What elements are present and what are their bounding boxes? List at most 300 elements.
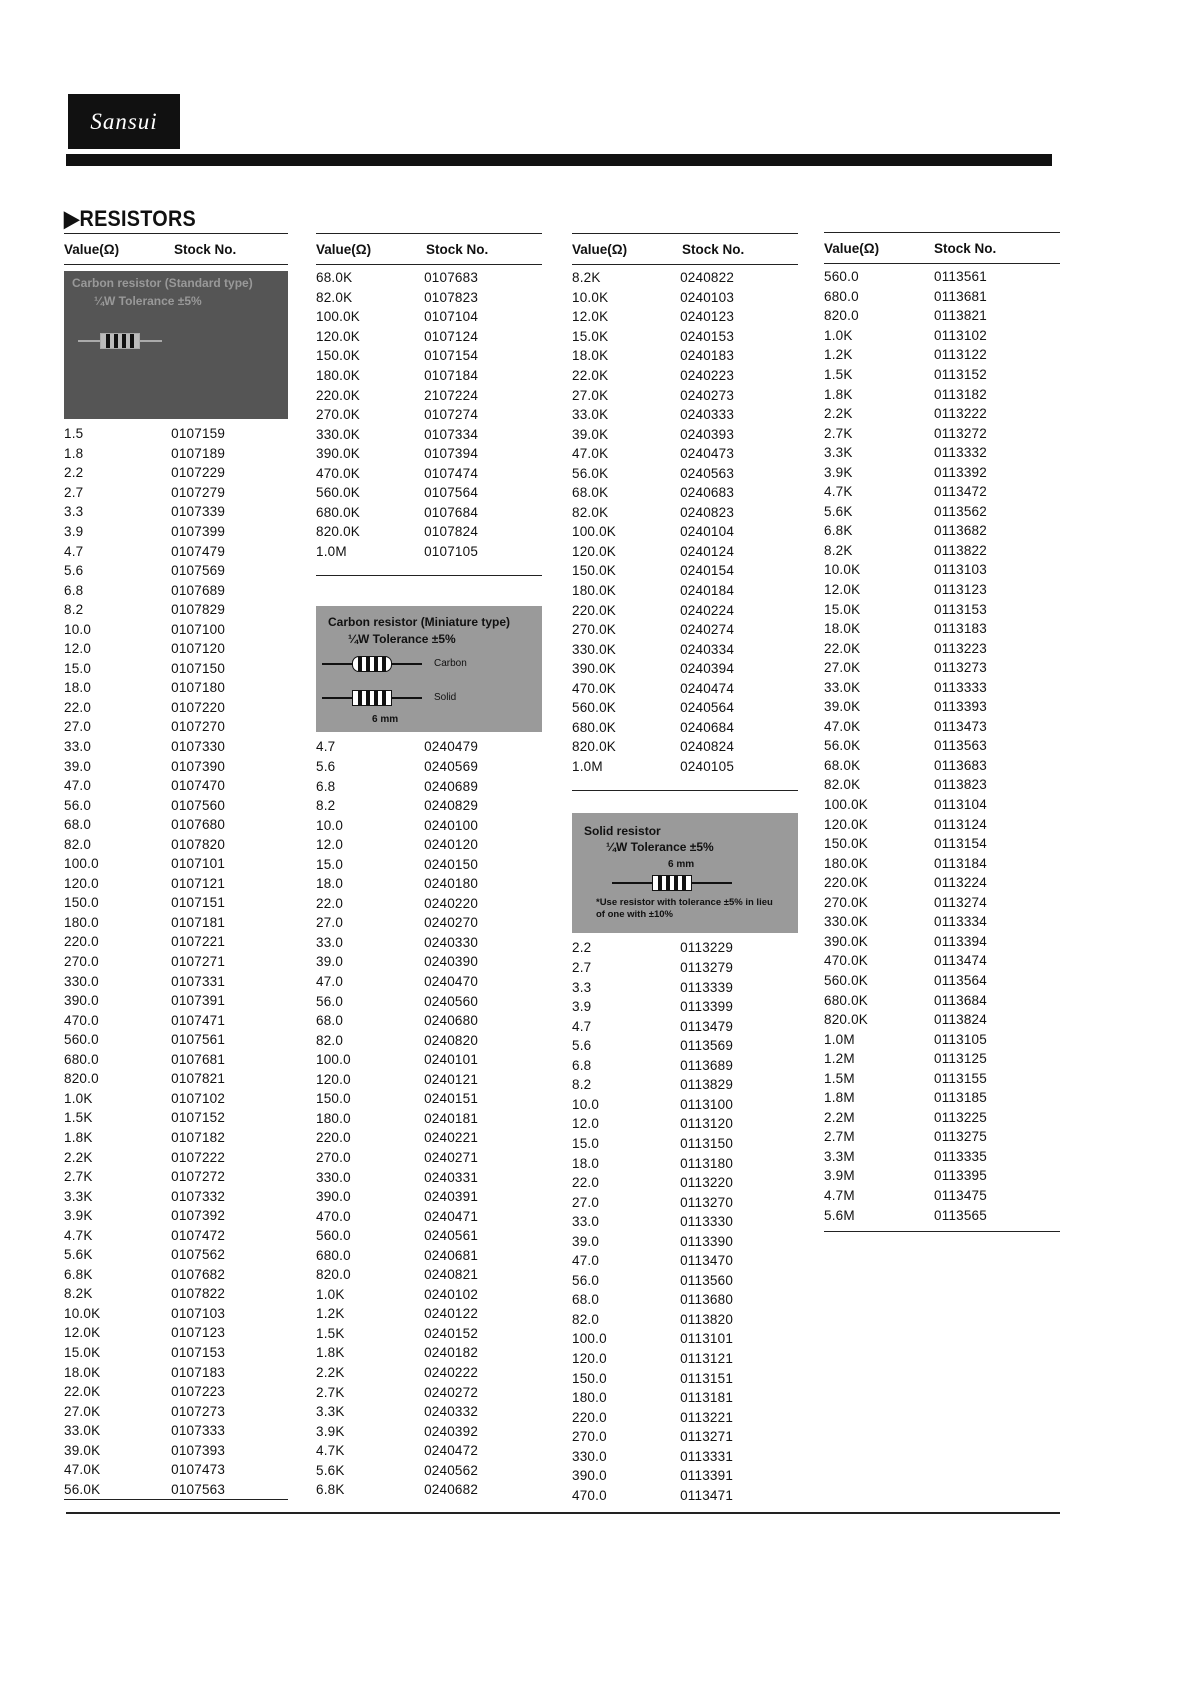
resistance-value: 22.0 bbox=[572, 1175, 600, 1191]
table-row bbox=[316, 991, 542, 1011]
stock-number: 0113279 bbox=[680, 960, 734, 976]
resistance-value: 120.0 bbox=[64, 875, 99, 891]
stock-number: 0107279 bbox=[171, 484, 226, 500]
table-row bbox=[824, 697, 1060, 717]
column-end-rule bbox=[64, 1499, 288, 1500]
table-row bbox=[572, 639, 798, 659]
table-row bbox=[64, 834, 288, 854]
resistance-value: 1.0M bbox=[572, 758, 603, 774]
table-row bbox=[572, 938, 798, 958]
resistance-value: 1.8 bbox=[64, 445, 84, 461]
resistance-value: 5.6M bbox=[824, 1207, 855, 1223]
sansui-logo: Sansui bbox=[68, 94, 180, 149]
table-row bbox=[316, 1050, 542, 1070]
stock-number: 0113222 bbox=[934, 406, 987, 422]
table-row bbox=[316, 405, 542, 425]
stock-number: 0107822 bbox=[171, 1286, 226, 1302]
table-row bbox=[824, 873, 1060, 893]
resistance-value: 1.2M bbox=[824, 1051, 855, 1067]
resistance-value: 56.0 bbox=[572, 1272, 600, 1288]
column-header bbox=[64, 233, 288, 265]
resistance-value: 6.8K bbox=[64, 1266, 93, 1282]
resistance-value: 6.8 bbox=[316, 778, 336, 794]
resistance-value: 5.6 bbox=[316, 759, 336, 775]
resistance-value: 3.9K bbox=[64, 1208, 93, 1224]
resistance-value: 270.0K bbox=[824, 894, 868, 910]
resistance-value: 150.0K bbox=[316, 348, 360, 364]
stock-number: 0113151 bbox=[680, 1370, 734, 1386]
stock-number: 0113184 bbox=[934, 855, 987, 871]
stock-number: 0107331 bbox=[171, 973, 226, 989]
stock-number: 0113223 bbox=[934, 640, 987, 656]
stock-number: 0240393 bbox=[680, 426, 735, 442]
table-row bbox=[824, 1088, 1060, 1108]
table-row bbox=[64, 1401, 288, 1421]
stock-number: 0113680 bbox=[680, 1292, 734, 1308]
table-row bbox=[64, 424, 288, 444]
stock-number: 0240182 bbox=[424, 1345, 479, 1361]
resistance-value: 2.7K bbox=[824, 425, 853, 441]
table-row bbox=[316, 1030, 542, 1050]
table-row bbox=[64, 522, 288, 542]
stock-number: 0107563 bbox=[171, 1481, 226, 1497]
stock-number: 0113125 bbox=[934, 1051, 987, 1067]
table-row bbox=[64, 1284, 288, 1304]
stock-number: 0240689 bbox=[424, 778, 479, 794]
table-row bbox=[572, 522, 798, 542]
table-row bbox=[572, 581, 798, 601]
stock-number: 0240561 bbox=[424, 1228, 479, 1244]
stock-number: 0113271 bbox=[680, 1429, 734, 1445]
stock-number: 0113399 bbox=[680, 999, 734, 1015]
resistance-value: 1.2K bbox=[316, 1306, 345, 1322]
stock-number: 0113102 bbox=[934, 327, 987, 343]
stock-number: 0107684 bbox=[424, 504, 479, 520]
stock-number: 0113274 bbox=[934, 894, 987, 910]
resistance-value: 100.0K bbox=[316, 309, 360, 325]
table-row bbox=[824, 502, 1060, 522]
resistance-value: 100.0K bbox=[824, 797, 868, 813]
table-row bbox=[316, 1089, 542, 1109]
table-row bbox=[64, 991, 288, 1011]
table-row bbox=[572, 1251, 798, 1271]
table-row bbox=[572, 1231, 798, 1251]
resistance-value: 15.0 bbox=[572, 1135, 600, 1151]
stock-number: 0107189 bbox=[171, 445, 226, 461]
table-row bbox=[824, 423, 1060, 443]
stock-number: 0107182 bbox=[171, 1129, 226, 1145]
resistance-value: 8.2K bbox=[64, 1286, 93, 1302]
table-row bbox=[316, 268, 542, 288]
resistance-value: 68.0K bbox=[316, 270, 353, 286]
table-row bbox=[64, 502, 288, 522]
resistance-value: 4.7 bbox=[64, 543, 84, 559]
resistance-value: 15.0 bbox=[316, 856, 344, 872]
table-row bbox=[572, 1310, 798, 1330]
table-row bbox=[64, 1050, 288, 1070]
stock-number: 0113152 bbox=[934, 367, 987, 382]
table-row bbox=[824, 287, 1060, 307]
table-row bbox=[64, 1421, 288, 1441]
table-row bbox=[824, 541, 1060, 561]
resistance-value: 10.0K bbox=[824, 562, 861, 578]
resistance-value: 1.0M bbox=[824, 1031, 855, 1047]
resistance-value: 120.0 bbox=[316, 1071, 351, 1087]
table-row bbox=[824, 560, 1060, 580]
stock-number: 0240479 bbox=[424, 739, 479, 755]
table-row bbox=[824, 1166, 1060, 1186]
table-row bbox=[572, 1427, 798, 1447]
resistance-value: 390.0 bbox=[316, 1189, 351, 1205]
dimension-label: 6 mm bbox=[668, 859, 695, 871]
resistance-value: 680.0K bbox=[824, 992, 868, 1008]
table-row bbox=[64, 893, 288, 913]
resistance-value: 1.8K bbox=[824, 386, 853, 402]
table-row bbox=[572, 1446, 798, 1466]
resistance-value: 8.2 bbox=[316, 798, 336, 814]
resistance-value: 3.9K bbox=[316, 1423, 345, 1439]
table-row bbox=[316, 1382, 542, 1402]
resistance-value: 270.0 bbox=[572, 1429, 607, 1445]
carbon-label: Carbon bbox=[434, 658, 467, 670]
stock-number: 0113220 bbox=[680, 1175, 734, 1191]
table-row bbox=[316, 1304, 542, 1324]
stock-number: 0107183 bbox=[171, 1364, 226, 1380]
stock-header: Stock No. bbox=[682, 241, 745, 257]
stock-number: 0113270 bbox=[680, 1194, 734, 1210]
resistance-value: 120.0K bbox=[572, 543, 616, 559]
table-row bbox=[64, 737, 288, 757]
resistance-value: 2.7K bbox=[64, 1169, 93, 1185]
table-row bbox=[572, 1036, 798, 1056]
stock-number: 0113331 bbox=[680, 1448, 734, 1464]
resistance-value: 3.3M bbox=[824, 1148, 855, 1164]
stock-number: 0240181 bbox=[424, 1110, 479, 1126]
resistance-value: 33.0K bbox=[572, 407, 609, 423]
stock-number: 0113330 bbox=[680, 1214, 734, 1230]
column-header bbox=[824, 232, 1060, 264]
resistance-value: 12.0 bbox=[316, 837, 344, 853]
stock-number: 0107222 bbox=[171, 1149, 226, 1165]
table-row bbox=[316, 522, 542, 542]
table-row bbox=[572, 718, 798, 738]
table-row bbox=[824, 717, 1060, 737]
stock-number: 0113150 bbox=[680, 1135, 734, 1151]
stock-number: 0107471 bbox=[171, 1012, 226, 1028]
stock-number: 0113392 bbox=[934, 464, 987, 480]
stock-number: 0240829 bbox=[424, 798, 479, 814]
resistance-value: 220.0 bbox=[316, 1130, 351, 1146]
stock-number: 0113820 bbox=[680, 1311, 734, 1327]
stock-number: 0240120 bbox=[424, 837, 479, 853]
resistance-value: 33.0 bbox=[64, 739, 92, 755]
stock-header: Stock No. bbox=[426, 241, 489, 257]
table-row bbox=[572, 1114, 798, 1134]
resistance-value: 6.8K bbox=[316, 1482, 345, 1498]
table-row bbox=[824, 775, 1060, 795]
stock-number: 0240821 bbox=[424, 1267, 479, 1283]
resistance-value: 2.2K bbox=[64, 1149, 93, 1165]
table-row bbox=[572, 1173, 798, 1193]
stock-number: 0107821 bbox=[171, 1071, 226, 1087]
value-list bbox=[572, 935, 798, 1505]
table-row bbox=[572, 463, 798, 483]
resistance-value: 22.0 bbox=[316, 895, 344, 911]
section-title: ▶RESISTORS bbox=[64, 206, 197, 231]
resistance-value: 470.0K bbox=[824, 953, 868, 969]
stock-number: 0113155 bbox=[934, 1070, 987, 1086]
table-row bbox=[572, 1212, 798, 1232]
stock-number: 0240271 bbox=[424, 1149, 479, 1165]
resistor-column-4 bbox=[824, 232, 1060, 1232]
resistance-value: 15.0 bbox=[64, 660, 92, 676]
table-row bbox=[64, 1460, 288, 1480]
resistance-value: 1.8K bbox=[316, 1345, 345, 1361]
resistance-value: 330.0K bbox=[824, 914, 868, 930]
resistance-value: 180.0 bbox=[64, 914, 99, 930]
stock-number: 0240474 bbox=[680, 680, 735, 696]
resistance-value: 560.0 bbox=[316, 1228, 351, 1244]
section-end-rule bbox=[316, 575, 542, 576]
stock-number: 0240683 bbox=[680, 485, 735, 501]
table-row bbox=[316, 1070, 542, 1090]
table-row bbox=[824, 1029, 1060, 1049]
resistance-value: 820.0 bbox=[824, 308, 859, 324]
value-header: Value(Ω) bbox=[572, 241, 628, 257]
table-row bbox=[64, 717, 288, 737]
table-row bbox=[824, 1186, 1060, 1206]
resistance-value: 3.3 bbox=[64, 504, 84, 520]
table-row bbox=[316, 1324, 542, 1344]
stock-number: 0240684 bbox=[680, 719, 735, 735]
stock-number: 0240824 bbox=[680, 739, 735, 755]
stock-number: 0240564 bbox=[680, 700, 735, 716]
table-row bbox=[572, 977, 798, 997]
resistance-value: 180.0K bbox=[572, 583, 616, 599]
stock-number: 0107682 bbox=[171, 1266, 226, 1282]
resistance-value: 680.0 bbox=[316, 1247, 351, 1263]
resistance-value: 27.0K bbox=[64, 1403, 101, 1419]
table-row bbox=[316, 776, 542, 796]
stock-number: 0113332 bbox=[934, 445, 987, 461]
resistance-value: 820.0 bbox=[316, 1267, 351, 1283]
table-row bbox=[316, 894, 542, 914]
stock-number: 0113390 bbox=[680, 1233, 734, 1249]
resistance-value: 3.3K bbox=[64, 1188, 93, 1204]
value-list bbox=[316, 734, 542, 1499]
panel-spec: ¼W Tolerance ±5% bbox=[606, 840, 714, 855]
table-row bbox=[572, 405, 798, 425]
value-header: Value(Ω) bbox=[824, 240, 880, 256]
resistance-value: 150.0K bbox=[572, 563, 616, 579]
stock-number: 0107470 bbox=[171, 778, 226, 794]
resistance-value: 680.0 bbox=[824, 288, 859, 304]
resistor-column-2 bbox=[316, 233, 542, 1500]
table-row bbox=[64, 1265, 288, 1285]
table-row bbox=[572, 1329, 798, 1349]
stock-number: 0107332 bbox=[171, 1188, 226, 1204]
resistance-value: 270.0 bbox=[316, 1149, 351, 1165]
stock-number: 0113564 bbox=[934, 972, 987, 988]
resistance-value: 27.0K bbox=[572, 387, 609, 403]
resistance-value: 330.0K bbox=[572, 641, 616, 657]
column-end-rule bbox=[824, 1231, 1060, 1232]
table-row bbox=[316, 307, 542, 327]
resistance-value: 18.0K bbox=[824, 621, 861, 637]
stock-number: 0113560 bbox=[680, 1272, 734, 1288]
stock-number: 0113333 bbox=[934, 679, 987, 695]
stock-number: 0107560 bbox=[171, 797, 226, 813]
stock-number: 0113822 bbox=[934, 542, 987, 558]
resistance-value: 22.0K bbox=[824, 640, 861, 656]
stock-number: 0107152 bbox=[171, 1110, 226, 1126]
stock-number: 0113565 bbox=[934, 1207, 987, 1223]
resistance-value: 33.0 bbox=[316, 934, 344, 950]
stock-number: 0113475 bbox=[934, 1187, 987, 1203]
carbon-resistor-icon bbox=[322, 656, 422, 672]
resistance-value: 820.0K bbox=[316, 524, 360, 540]
table-row bbox=[64, 776, 288, 796]
resistance-value: 150.0 bbox=[64, 895, 99, 911]
resistance-value: 4.7 bbox=[572, 1018, 592, 1034]
table-row bbox=[64, 541, 288, 561]
table-row bbox=[824, 756, 1060, 776]
resistance-value: 3.9 bbox=[64, 524, 84, 539]
resistance-value: 56.0K bbox=[64, 1481, 101, 1497]
table-row bbox=[316, 952, 542, 972]
stock-number: 0240124 bbox=[680, 543, 735, 559]
table-row bbox=[316, 737, 542, 757]
table-row bbox=[572, 1134, 798, 1154]
table-row bbox=[316, 1402, 542, 1422]
stock-number: 0240222 bbox=[424, 1364, 479, 1380]
section-end-rule bbox=[572, 790, 798, 791]
column-header bbox=[572, 233, 798, 265]
stock-number: 0113100 bbox=[680, 1096, 734, 1112]
stock-number: 0113101 bbox=[680, 1331, 734, 1347]
resistance-value: 1.0K bbox=[64, 1090, 93, 1106]
resistance-value: 390.0K bbox=[824, 933, 868, 949]
table-row bbox=[64, 756, 288, 776]
dimension-label: 6 mm bbox=[372, 714, 399, 726]
resistance-value: 47.0 bbox=[316, 974, 344, 990]
stock-number: 0240560 bbox=[424, 993, 479, 1009]
stock-header: Stock No. bbox=[174, 241, 237, 257]
stock-number: 0107124 bbox=[424, 328, 479, 344]
stock-number: 0113821 bbox=[934, 308, 987, 324]
stock-number: 0107390 bbox=[171, 758, 226, 774]
table-row bbox=[316, 1167, 542, 1187]
tolerance-note: *Use resistor with tolerance ±5% in lieu of one with ±10% bbox=[596, 897, 773, 921]
resistance-value: 680.0K bbox=[572, 719, 616, 735]
resistance-value: 820.0K bbox=[572, 739, 616, 755]
stock-number: 0107689 bbox=[171, 582, 226, 598]
resistance-value: 18.0 bbox=[572, 1155, 600, 1171]
table-row bbox=[824, 893, 1060, 913]
table-row bbox=[572, 1388, 798, 1408]
table-row bbox=[316, 288, 542, 308]
resistance-value: 39.0K bbox=[64, 1442, 101, 1458]
resistance-value: 1.5M bbox=[824, 1070, 855, 1086]
table-row bbox=[572, 366, 798, 386]
stock-number: 0107102 bbox=[171, 1090, 226, 1106]
resistance-value: 180.0K bbox=[824, 855, 868, 871]
stock-number: 0107105 bbox=[424, 543, 479, 559]
stock-number: 0113225 bbox=[934, 1109, 987, 1125]
solid-resistor-panel bbox=[572, 813, 798, 933]
resistance-value: 1.8M bbox=[824, 1090, 855, 1106]
table-row bbox=[824, 834, 1060, 854]
table-row bbox=[64, 1362, 288, 1382]
resistance-value: 10.0 bbox=[316, 817, 344, 833]
table-row bbox=[64, 1147, 288, 1167]
stock-number: 0107271 bbox=[171, 954, 226, 970]
table-row bbox=[572, 268, 798, 288]
stock-number: 0107472 bbox=[171, 1227, 226, 1243]
resistance-value: 33.0K bbox=[64, 1423, 101, 1439]
stock-number: 0107474 bbox=[424, 465, 479, 481]
resistance-value: 27.0 bbox=[64, 719, 92, 735]
table-row bbox=[316, 1226, 542, 1246]
carbon-miniature-panel bbox=[316, 606, 542, 732]
stock-number: 0240473 bbox=[680, 446, 735, 462]
stock-number: 0240102 bbox=[424, 1286, 479, 1302]
stock-number: 0113561 bbox=[934, 269, 987, 285]
stock-number: 0240103 bbox=[680, 289, 735, 305]
stock-number: 0107220 bbox=[171, 699, 226, 715]
stock-number: 0107223 bbox=[171, 1384, 226, 1400]
stock-number: 0107159 bbox=[171, 426, 226, 442]
stock-number: 0113183 bbox=[934, 621, 987, 637]
stock-number: 0113473 bbox=[934, 718, 987, 734]
stock-number: 0107391 bbox=[171, 993, 226, 1009]
resistance-value: 680.0K bbox=[316, 504, 360, 520]
stock-number: 0240334 bbox=[680, 641, 735, 657]
resistance-value: 2.2 bbox=[64, 465, 84, 481]
stock-number: 0107154 bbox=[424, 348, 479, 364]
stock-number: 0113470 bbox=[680, 1253, 734, 1269]
stock-number: 0107479 bbox=[171, 543, 226, 559]
table-row bbox=[64, 639, 288, 659]
resistance-value: 100.0 bbox=[64, 856, 99, 872]
stock-number: 0240123 bbox=[680, 309, 735, 325]
table-row bbox=[824, 1010, 1060, 1030]
resistance-value: 12.0 bbox=[64, 641, 92, 657]
resistance-value: 4.7 bbox=[316, 739, 336, 755]
resistance-value: 100.0K bbox=[572, 524, 616, 540]
stock-number: 0113681 bbox=[934, 288, 987, 304]
table-row bbox=[64, 444, 288, 464]
resistance-value: 82.0 bbox=[316, 1032, 344, 1048]
table-row bbox=[824, 306, 1060, 326]
resistance-value: 390.0K bbox=[316, 446, 360, 462]
table-row bbox=[316, 835, 542, 855]
stock-number: 0107333 bbox=[171, 1423, 226, 1439]
resistance-value: 1.5K bbox=[824, 367, 853, 382]
table-row bbox=[824, 853, 1060, 873]
stock-number: 0240154 bbox=[680, 563, 735, 579]
table-row bbox=[64, 913, 288, 933]
stock-number: 0107334 bbox=[424, 426, 479, 442]
resistance-value: 82.0 bbox=[572, 1311, 600, 1327]
stock-number: 0240104 bbox=[680, 524, 735, 540]
table-row bbox=[316, 385, 542, 405]
table-row bbox=[572, 698, 798, 718]
table-row bbox=[824, 932, 1060, 952]
table-row bbox=[824, 1108, 1060, 1128]
stock-number: 0107120 bbox=[171, 641, 226, 657]
resistance-value: 3.9M bbox=[824, 1168, 855, 1184]
